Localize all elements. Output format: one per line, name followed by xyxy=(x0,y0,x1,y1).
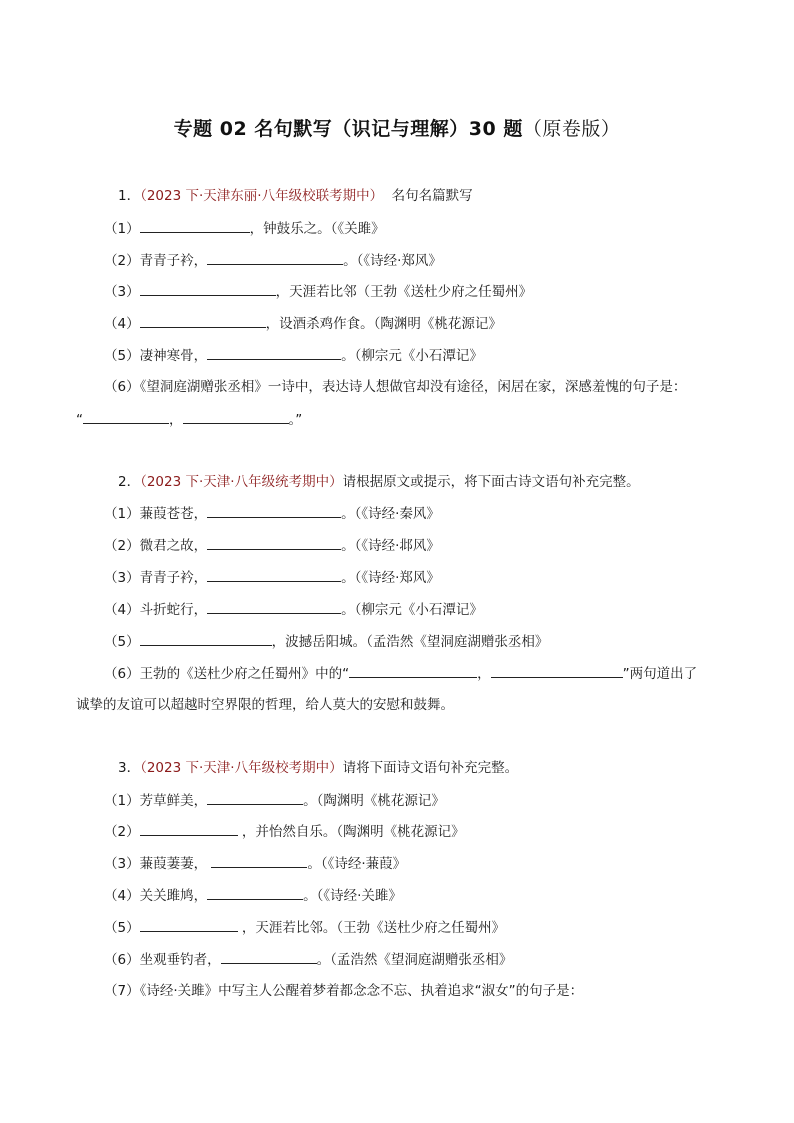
item-text-after: 。（《诗经·蒹葭》 xyxy=(307,856,407,872)
item-text-after: ，钟鼓乐之。（《关雎》 xyxy=(249,221,385,237)
question-item xyxy=(104,853,406,874)
item-text-after: ，波撼岳阳城。（孟浩然《望洞庭湖赠张丞相》 xyxy=(271,634,549,650)
item-label: （3） xyxy=(104,856,140,872)
item-text-before: 微君之故， xyxy=(139,538,208,554)
item-label: （1） xyxy=(104,506,140,522)
answer-blank[interactable] xyxy=(207,885,303,900)
item-label: （4） xyxy=(104,602,140,618)
question-item xyxy=(104,281,532,302)
question-item xyxy=(104,885,402,906)
answer-blank[interactable] xyxy=(140,821,238,836)
question-instruction: 名句名篇默写 xyxy=(391,188,473,204)
item-text-after: 。（《诗经·关雎》 xyxy=(303,888,402,904)
item-text: 《诗经·关雎》中写主人公醒着梦着都念念不忘、执着追求“淑女”的句子是： xyxy=(139,983,584,999)
item-text-before: 凄神寒骨， xyxy=(139,348,208,364)
answer-blank[interactable] xyxy=(140,917,238,932)
item-label: （5） xyxy=(104,348,140,364)
item-text-before: 坐观垂钓者， xyxy=(139,952,221,968)
answer-blank[interactable] xyxy=(211,853,307,868)
question-header xyxy=(118,186,473,206)
item-text: 《望洞庭湖赠张丞相》一诗中，表达诗人想做官却没有途径，闲居在家，深感羞愧的句子是： xyxy=(139,379,687,395)
item-label: （2） xyxy=(104,253,140,269)
item-text-after: 。（孟浩然《望洞庭湖赠张丞相》 xyxy=(316,952,513,968)
question-source: （2023 下·天津·八年级校考期中） xyxy=(140,760,343,776)
item-label: （4） xyxy=(104,316,140,332)
separator: ， xyxy=(477,666,491,682)
answer-blank[interactable] xyxy=(207,567,341,582)
question-number: 3． xyxy=(118,760,141,776)
question-item-continuation xyxy=(76,409,302,430)
separator: ， xyxy=(169,412,183,428)
question-item xyxy=(104,599,483,620)
question-item xyxy=(104,567,440,588)
item-label: （1） xyxy=(104,793,140,809)
answer-blank[interactable] xyxy=(349,663,477,678)
answer-blank[interactable] xyxy=(207,535,341,550)
title-sub: （原卷版） xyxy=(522,118,621,140)
item-text-after: ，天涯若比邻（王勃《送杜少府之任蜀州》 xyxy=(275,284,533,300)
question-item xyxy=(104,313,502,334)
answer-blank[interactable] xyxy=(207,503,341,518)
item-text-before: 蒹葭萋萋， xyxy=(139,856,212,872)
item-text-after: 。（柳宗元《小石潭记》 xyxy=(341,348,483,364)
question-number: 1． xyxy=(118,188,141,204)
item-text-after: 。（《诗经·郑风》 xyxy=(343,253,442,269)
question-item xyxy=(104,917,505,938)
item-text-after: 。（《诗经·郑风》 xyxy=(341,570,440,586)
question-item xyxy=(104,663,697,684)
item-text-after: 。（柳宗元《小石潭记》 xyxy=(341,602,483,618)
answer-blank[interactable] xyxy=(221,949,317,964)
question-header xyxy=(118,758,518,778)
answer-blank[interactable] xyxy=(207,790,303,805)
item-text-after: ”两句道出了 xyxy=(622,666,698,682)
item-label: （6） xyxy=(104,952,140,968)
item-label: （1） xyxy=(104,221,140,237)
item-text-before: 芳草鲜美， xyxy=(139,793,208,809)
item-label: （6） xyxy=(104,379,140,395)
item-text-after: ，设酒杀鸡作食。（陶渊明《桃花源记》 xyxy=(265,316,502,332)
item-text-before: 王勃的《送杜少府之任蜀州》中的“ xyxy=(139,666,350,682)
question-item xyxy=(104,790,445,811)
answer-blank[interactable] xyxy=(140,218,250,233)
question-instruction: 请将下面诗文语句补充完整。 xyxy=(342,760,519,776)
answer-blank[interactable] xyxy=(207,250,343,265)
question-item xyxy=(104,949,512,970)
item-label: （2） xyxy=(104,824,140,840)
item-text-after: ，天涯若比邻。（王勃《送杜少府之任蜀州》 xyxy=(237,920,506,936)
quote-open: “ xyxy=(76,412,83,428)
answer-blank[interactable] xyxy=(207,345,341,360)
answer-blank[interactable] xyxy=(83,409,169,424)
item-label: （6） xyxy=(104,666,140,682)
item-text-after: 。（《诗经·邶风》 xyxy=(341,538,440,554)
question-item xyxy=(104,535,440,556)
title-main: 专题 02 名句默写（识记与理解）30 题 xyxy=(173,118,523,140)
question-number: 2． xyxy=(118,474,141,490)
page-title xyxy=(0,114,794,141)
question-source: （2023 下·天津·八年级统考期中） xyxy=(140,474,343,490)
question-item xyxy=(104,631,548,652)
item-text-before: 蒹葭苍苍， xyxy=(139,506,208,522)
question-item-continuation xyxy=(76,695,454,715)
answer-blank[interactable] xyxy=(140,313,266,328)
answer-blank[interactable] xyxy=(140,281,276,296)
item-label: （2） xyxy=(104,538,140,554)
question-instruction: 请根据原文或提示，将下面古诗文语句补充完整。 xyxy=(342,474,640,490)
item-text-after: 。（《诗经·秦风》 xyxy=(341,506,440,522)
question-item xyxy=(104,503,440,524)
answer-blank[interactable] xyxy=(207,599,341,614)
item-label: （4） xyxy=(104,888,140,904)
item-label: （5） xyxy=(104,634,140,650)
item-text: 诚挚的友谊可以超越时空界限的哲理，给人莫大的安慰和鼓舞。 xyxy=(76,697,454,713)
item-label: （3） xyxy=(104,284,140,300)
item-text-before: 青青子衿， xyxy=(139,253,208,269)
answer-blank[interactable] xyxy=(183,409,289,424)
question-item xyxy=(104,821,465,842)
answer-blank[interactable] xyxy=(140,631,272,646)
item-text-before: 关关雎鸠， xyxy=(139,888,208,904)
item-text-before: 青青子衿， xyxy=(139,570,208,586)
item-text-after: ，并怡然自乐。（陶渊明《桃花源记》 xyxy=(237,824,465,840)
answer-blank[interactable] xyxy=(491,663,623,678)
question-item xyxy=(104,377,686,397)
question-item xyxy=(104,218,385,239)
question-item xyxy=(104,345,483,366)
question-source: （2023 下·天津东丽·八年级校联考期中） xyxy=(140,188,384,204)
item-label: （5） xyxy=(104,920,140,936)
question-item xyxy=(104,250,442,271)
item-label: （7） xyxy=(104,983,140,999)
quote-close: 。” xyxy=(288,412,303,428)
item-text-before: 斗折蛇行， xyxy=(139,602,208,618)
item-label: （3） xyxy=(104,570,140,586)
question-item xyxy=(104,981,583,1001)
item-text-after: 。（陶渊明《桃花源记》 xyxy=(303,793,445,809)
question-header xyxy=(118,472,640,492)
